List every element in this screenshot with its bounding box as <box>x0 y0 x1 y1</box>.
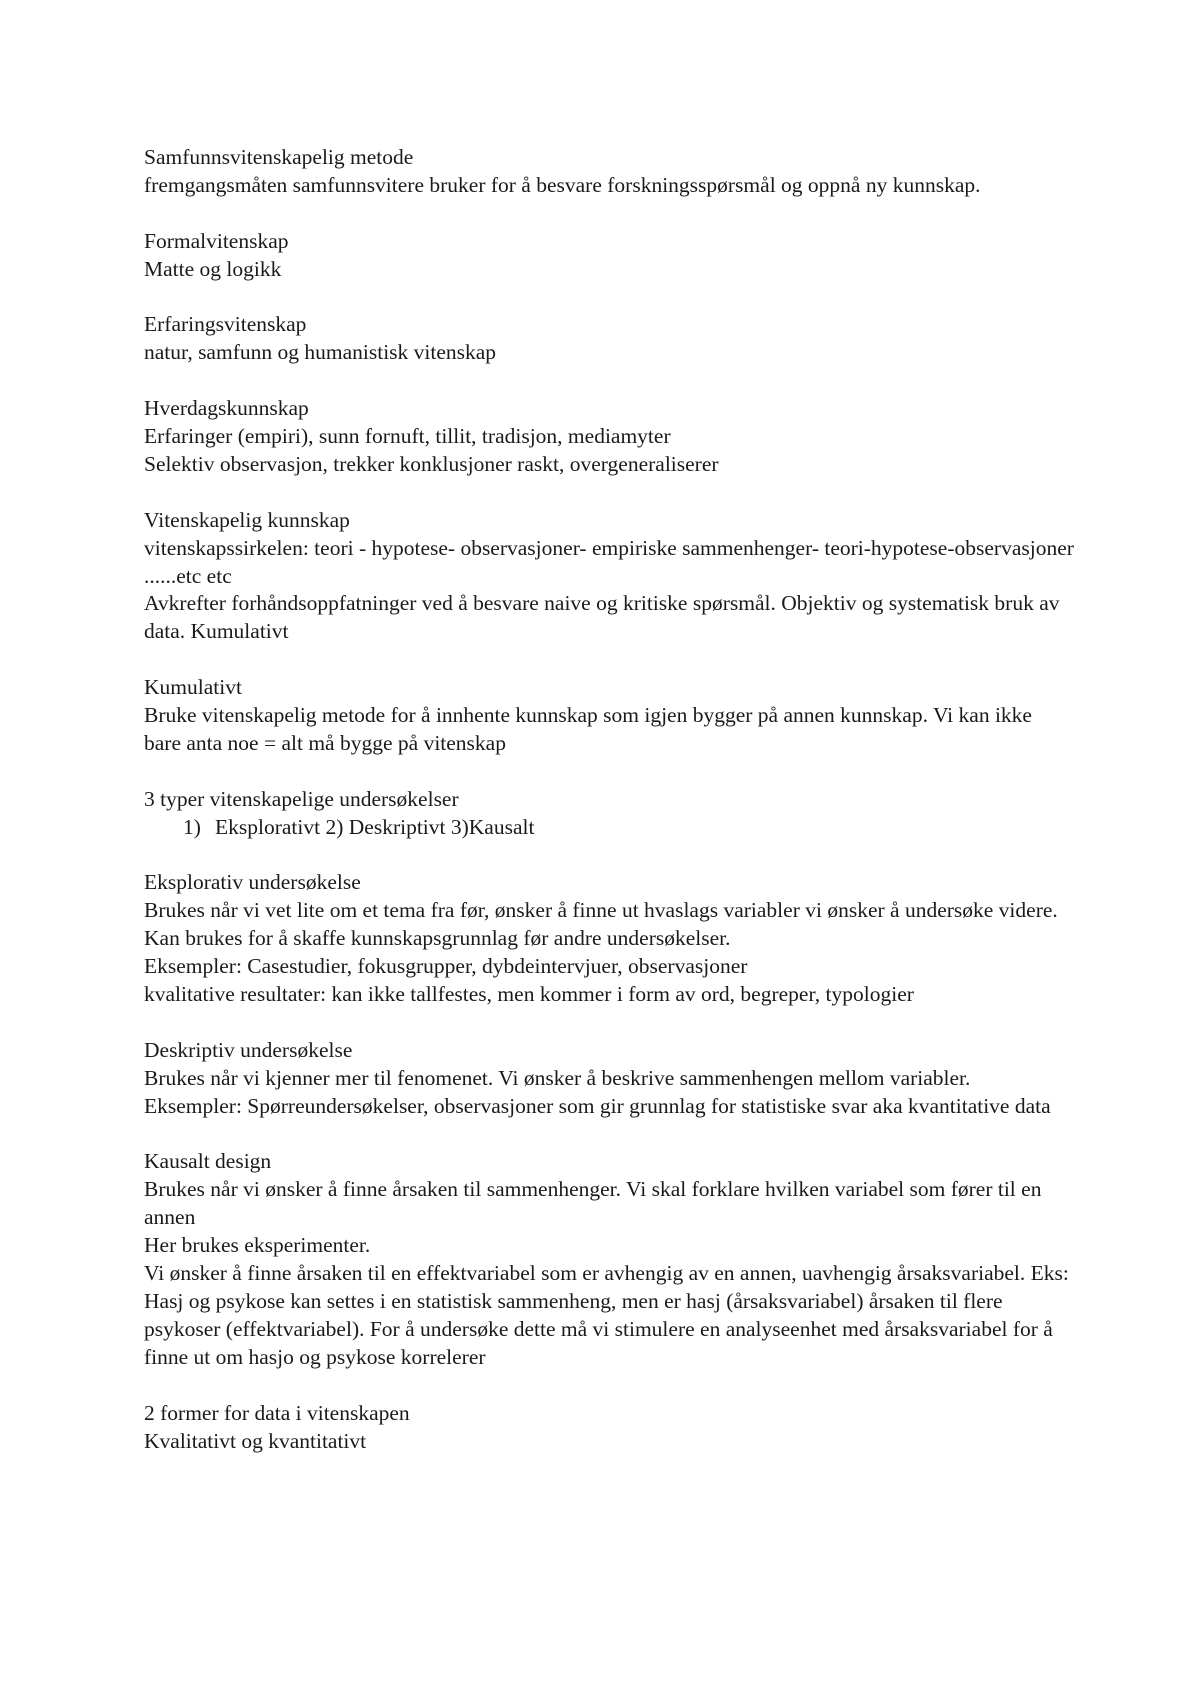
body-line: natur, samfunn og humanistisk vitenskap <box>144 340 497 365</box>
section-former-for-data <box>144 1400 1074 1456</box>
body-line: Matte og logikk <box>144 256 282 281</box>
list-item <box>144 814 1074 842</box>
section-heading: 3 typer vitenskapelige undersøkelser <box>144 786 459 811</box>
body-line: Selektiv observasjon, trekker konklusjoner raskt, overgeneraliserer <box>144 451 719 476</box>
body-line: fremgangsmåten samfunnsvitere bruker for å besvare forskningsspørsmål og oppnå ny kunnskap. <box>144 172 981 197</box>
section-hverdagskunnskap <box>144 395 1074 479</box>
section-typer-undersokelser <box>144 786 1074 842</box>
body-line: Brukes når vi ønsker å finne årsaken til sammenhenger. Vi skal forklare hvilken variabel som fører til en annen <box>144 1177 1042 1230</box>
body-line: kvalitative resultater: kan ikke tallfestes, men kommer i form av ord, begreper, typologier <box>144 982 914 1007</box>
body-line: Eksempler: Casestudier, fokusgrupper, dybdeintervjuer, observasjoner <box>144 954 748 979</box>
body-line: Brukes når vi kjenner mer til fenomenet. Vi ønsker å beskrive sammenhengen mellom variabler. <box>144 1065 971 1090</box>
section-eksplorativ-undersokelse <box>144 869 1074 1009</box>
section-kausalt-design <box>144 1148 1074 1371</box>
body-line: Her brukes eksperimenter. <box>144 1233 371 1258</box>
list-number: 1) <box>183 814 201 839</box>
section-heading: Samfunnsvitenskapelig metode <box>144 145 414 169</box>
section-heading: Erfaringsvitenskap <box>144 312 307 337</box>
section-kumulativt <box>144 674 1074 758</box>
section-samfunnsvitenskapelig-metode <box>144 144 1074 200</box>
section-formalvitenskap <box>144 228 1074 284</box>
body-line: Eksempler: Spørreundersøkelser, observasjoner som gir grunnlag for statistiske svar aka kvantitative data <box>144 1093 1051 1118</box>
section-vitenskapelig-kunnskap <box>144 507 1074 647</box>
body-line: Kvalitativt og kvantitativt <box>144 1428 367 1453</box>
body-line: Erfaringer (empiri), sunn fornuft, tillit, tradisjon, mediamyter <box>144 424 671 449</box>
document-page <box>144 144 1074 1483</box>
section-heading: Kausalt design <box>144 1149 272 1174</box>
section-erfaringsvitenskap <box>144 311 1074 367</box>
body-line: Bruke vitenskapelig metode for å innhente kunnskap som igjen bygger på annen kunnskap. Vi kan ikke bare anta noe = alt må bygge på vitenskap <box>144 703 1032 755</box>
section-heading: Deskriptiv undersøkelse <box>144 1037 353 1062</box>
body-line: Avkrefter forhåndsoppfatninger ved å besvare naive og kritiske spørsmål. Objektiv og systematisk bruk av data. Kumulativt <box>144 591 1060 644</box>
list-text: Eksplorativt 2) Deskriptivt 3)Kausalt <box>215 814 535 839</box>
section-heading: Kumulativt <box>144 675 242 700</box>
section-deskriptiv-undersokelse <box>144 1037 1074 1121</box>
body-line: Vi ønsker å finne årsaken til en effektvariabel som er avhengig av en annen, uavhengig årsaksvariabel. Eks: Hasj og psykose kan settes i en statistisk sammenheng, men er hasj (årsaksvariabel) årsaken til flere psykoser (effektvariabel). For å undersøke dette må vi stimulere en analyseenhet med årsaksvariabel for å finne ut om hasjo og psykose korrelerer <box>144 1261 1069 1369</box>
section-heading: Formalvitenskap <box>144 228 289 253</box>
section-heading: 2 former for data i vitenskapen <box>144 1400 410 1425</box>
body-line: vitenskapssirkelen: teori - hypotese- observasjoner- empiriske sammenhenger- teori-hypotese-observasjoner ......etc etc <box>144 535 1074 588</box>
section-heading: Hverdagskunnskap <box>144 396 309 421</box>
section-heading: Eksplorativ undersøkelse <box>144 870 361 895</box>
body-line: Brukes når vi vet lite om et tema fra før, ønsker å finne ut hvaslags variabler vi ønsker å undersøke videre. Kan brukes for å skaffe kunnskapsgrunnlag før andre undersøkelser. <box>144 898 1058 951</box>
section-heading: Vitenskapelig kunnskap <box>144 507 350 532</box>
